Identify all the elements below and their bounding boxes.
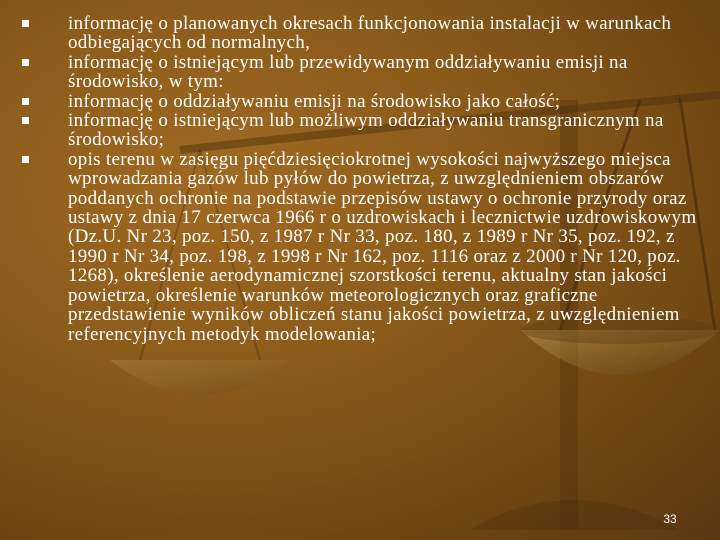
square-bullet-icon (22, 98, 29, 105)
bullet-text: informację o istniejącym lub przewidywanym oddziaływaniu emisji na środowisko, w tym: (68, 51, 628, 93)
list-item (20, 150, 710, 344)
bullet-text: informację o oddziaływaniu emisji na środowisko jako całość; (68, 90, 561, 112)
bullet-text: informację o istniejącym lub możliwym oddziaływaniu transgranicznym na środowisko; (68, 110, 664, 151)
square-bullet-icon (22, 20, 29, 27)
bullet-text: opis terenu w zasięgu pięćdziesięciokrotnej wysokości najwyższego miejsca wprowadzania gazów lub pyłów do powietrza, z uwzględnieniem obszarów poddanych ochronie na podstawie przepisów ustawy o ochronie przyrody oraz ustawy z dnia 17 czerwca 1966 r o uzdrowiskach i lecznictwie uzdrowiskowym (Dz.U. Nr 23, poz. 150, z 1987 r Nr 33, poz. 180, z 1989 r Nr 35, poz. 192, z 1990 r Nr 34, poz. 198, z 1998 r Nr 162, poz. 1116 oraz z 2000 r Nr 120, poz. 1268), określenie aerodynamicznej szorstkości terenu, aktualny stan jakości powietrza, określenie warunków meteorologicznych oraz graficzne przedstawienie wyników obliczeń stanu jakości powietrza, z uwzględnieniem referencyjnych metodyk modelowania; (68, 148, 697, 345)
page-number: 33 (663, 512, 677, 526)
list-item (20, 14, 710, 53)
square-bullet-icon (22, 117, 29, 124)
bullet-list (20, 14, 710, 344)
bullet-text: informację o planowanych okresach funkcjonowania instalacji w warunkach odbiegających od normalnych, (68, 13, 672, 54)
list-item (20, 111, 710, 150)
square-bullet-icon (22, 59, 29, 66)
list-item (20, 53, 710, 92)
square-bullet-icon (22, 156, 29, 163)
list-item (20, 92, 710, 111)
